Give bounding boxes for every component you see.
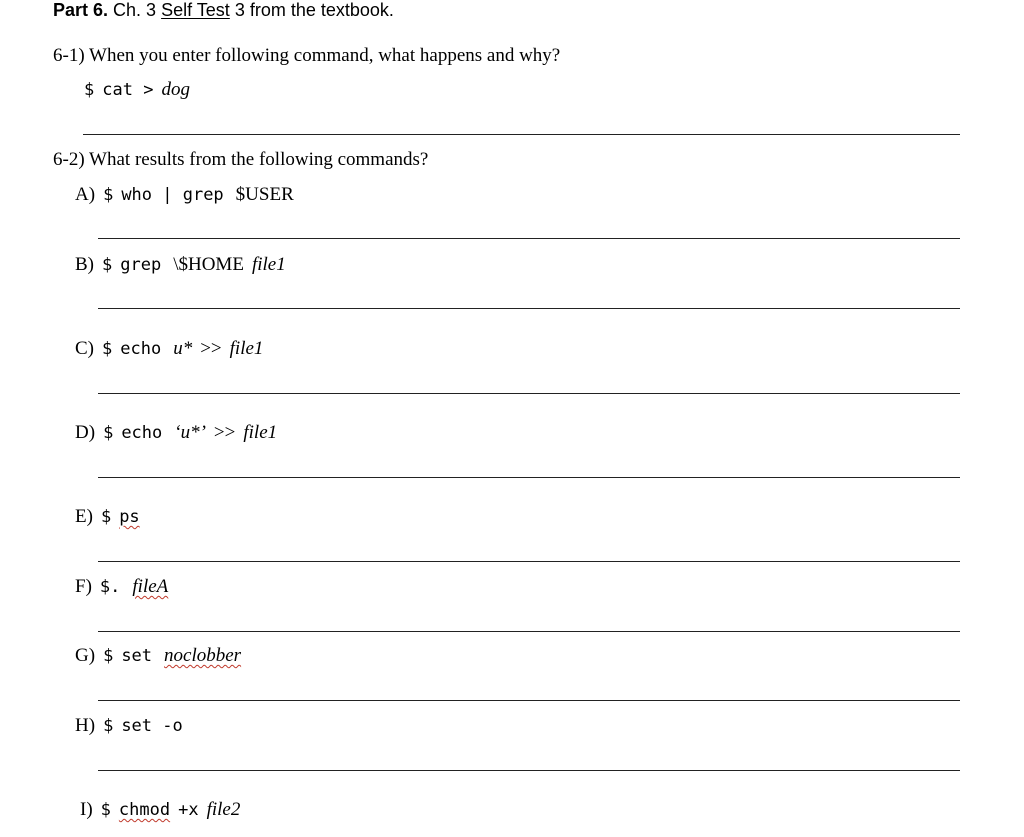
command-6-1 xyxy=(84,79,190,101)
section-header xyxy=(53,0,394,21)
item-letter: I) xyxy=(80,799,93,820)
command-text: echo xyxy=(120,339,162,359)
item-a xyxy=(75,184,294,206)
prompt: $ xyxy=(100,800,111,820)
argument-text: noclobber xyxy=(164,645,242,666)
command-text: grep xyxy=(120,255,162,275)
item-h xyxy=(75,715,183,737)
answer-line-f[interactable] xyxy=(98,631,960,632)
item-letter: G) xyxy=(75,645,96,666)
argument-text: u* xyxy=(173,338,193,359)
item-i xyxy=(80,799,240,821)
command-text: echo xyxy=(121,423,163,443)
item-g xyxy=(75,645,241,667)
answer-line-c[interactable] xyxy=(98,393,960,394)
part-label: Part 6. xyxy=(53,0,109,20)
question-6-2: 6-2) What results from the following commands? xyxy=(53,149,429,170)
item-letter: C) xyxy=(75,338,94,359)
answer-line-a[interactable] xyxy=(98,238,960,239)
item-letter: H) xyxy=(75,715,96,736)
prompt: $ xyxy=(103,646,114,666)
file-text: file1 xyxy=(243,422,278,443)
item-c xyxy=(75,338,263,360)
prompt: $. xyxy=(99,577,121,597)
item-letter: A) xyxy=(75,184,96,205)
file-text: fileA xyxy=(132,576,169,597)
item-letter: D) xyxy=(75,422,96,443)
file-text: file1 xyxy=(251,254,286,275)
answer-line-g[interactable] xyxy=(98,700,960,701)
option-text: +x xyxy=(178,800,199,820)
argument-text: dog xyxy=(161,79,190,100)
prompt: $ xyxy=(103,716,114,736)
argument-text: \$HOME xyxy=(173,254,244,275)
redirect-text: >> xyxy=(213,422,236,443)
file-text: file2 xyxy=(206,799,241,820)
header-rest: 3 from the textbook. xyxy=(234,0,394,20)
command-text: cat > xyxy=(102,80,154,100)
prompt: $ xyxy=(84,80,95,100)
answer-line-b[interactable] xyxy=(98,308,960,309)
answer-line-h[interactable] xyxy=(98,770,960,771)
prompt: $ xyxy=(102,339,113,359)
self-test-link[interactable]: Self Test xyxy=(161,0,230,20)
prompt: $ xyxy=(102,255,113,275)
question-6-1: 6-1) When you enter following command, what happens and why? xyxy=(53,45,561,66)
item-f xyxy=(75,576,168,598)
command-text: ps xyxy=(119,507,140,527)
command-text: set -o xyxy=(121,716,183,736)
prompt: $ xyxy=(100,507,112,527)
prompt: $ xyxy=(103,423,114,443)
file-text: file1 xyxy=(229,338,264,359)
item-letter: F) xyxy=(75,576,92,597)
item-letter: B) xyxy=(75,254,94,275)
argument-text: $USER xyxy=(235,184,294,205)
answer-line-d[interactable] xyxy=(98,477,960,478)
prompt: $ xyxy=(103,185,114,205)
chapter-label: Ch. 3 xyxy=(113,0,157,20)
redirect-text: >> xyxy=(200,338,222,359)
answer-line-6-1[interactable] xyxy=(83,134,960,135)
command-text: who | grep xyxy=(121,185,224,205)
command-text: chmod xyxy=(118,800,171,820)
item-letter: E) xyxy=(75,506,93,527)
item-e xyxy=(75,506,140,528)
argument-text: ‘u*’ xyxy=(174,422,206,443)
command-text: set xyxy=(121,646,153,666)
item-b xyxy=(75,254,286,276)
answer-line-e[interactable] xyxy=(98,561,960,562)
item-d xyxy=(75,422,277,444)
